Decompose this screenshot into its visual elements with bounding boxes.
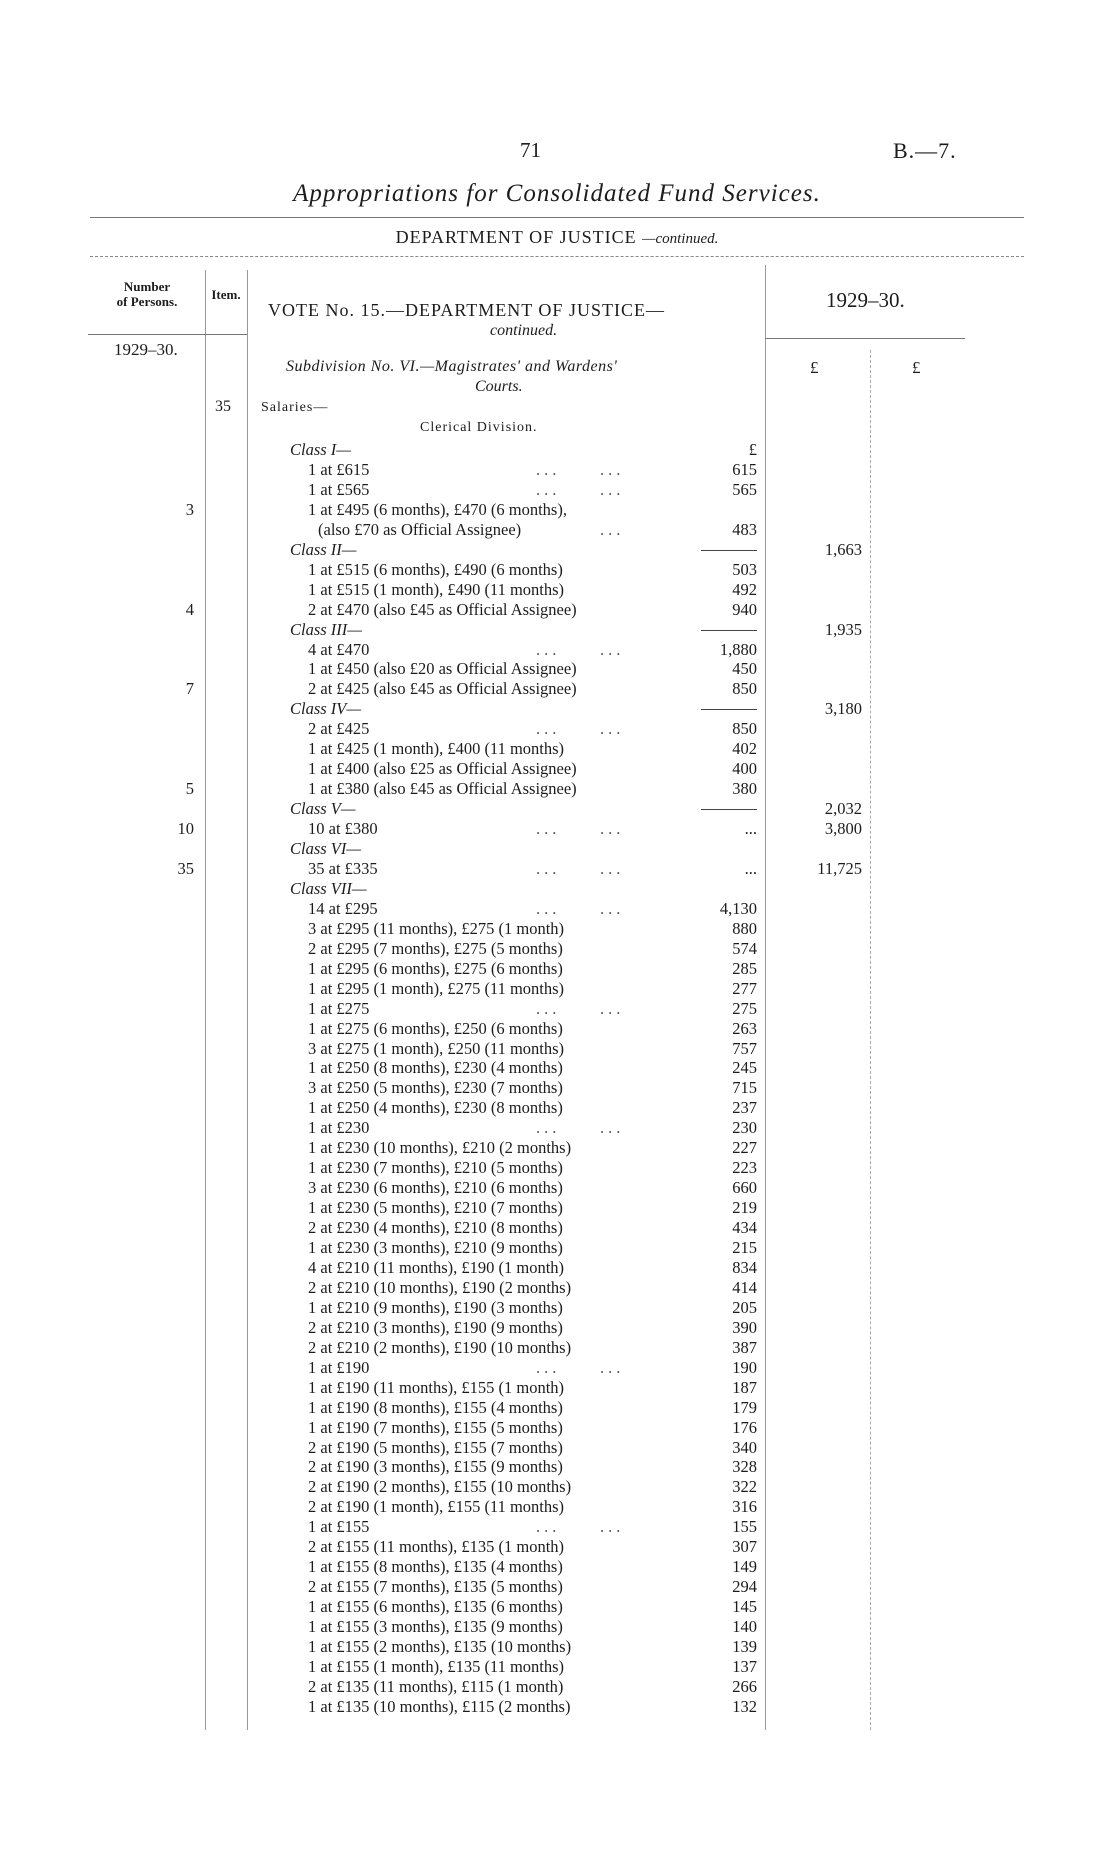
amount-value: 285 — [732, 958, 757, 978]
amount-value: 190 — [732, 1357, 757, 1377]
table-row — [0, 839, 1114, 859]
subtotal-rule — [701, 550, 757, 551]
table-row — [0, 1078, 1114, 1098]
table-row — [0, 779, 1114, 799]
row-description: 1 at £295 (6 months), £275 (6 months) — [308, 958, 563, 978]
row-description: (also £70 as Official Assignee) — [318, 519, 522, 539]
leader-dots: ... — [600, 459, 625, 479]
table-row — [0, 640, 1114, 660]
row-description: 1 at £515 (6 months), £490 (6 months) — [308, 559, 563, 579]
table-row — [0, 600, 1114, 620]
leader-dots: ... — [536, 479, 561, 499]
table-row — [0, 1318, 1114, 1338]
row-description: Class I— — [290, 440, 351, 459]
table-row — [0, 1557, 1114, 1577]
table-row — [0, 480, 1114, 500]
row-description: 1 at £155 (6 months), £135 (6 months) — [308, 1597, 563, 1617]
amount-value: 215 — [732, 1238, 757, 1257]
amount-value: 340 — [732, 1437, 757, 1457]
row-description: Class VI— — [290, 839, 362, 858]
table-row — [0, 1198, 1114, 1218]
amount-value: 503 — [732, 559, 757, 579]
leader-dots: ... — [536, 459, 561, 479]
table-row — [0, 1098, 1114, 1118]
table-row — [0, 520, 1114, 540]
table-row — [0, 1497, 1114, 1517]
persons-count: 5 — [185, 779, 194, 799]
row-description: 1 at £155 (1 month), £135 (11 months) — [308, 1656, 565, 1676]
amount-value: 307 — [732, 1537, 757, 1557]
leader-dots: ... — [600, 639, 625, 659]
total-value: 1,663 — [824, 539, 862, 559]
table-row — [0, 1118, 1114, 1138]
amount-value: 132 — [732, 1696, 757, 1716]
row-description: 1 at £250 (8 months), £230 (4 months) — [308, 1058, 563, 1078]
table-row — [0, 1537, 1114, 1557]
row-description: 3 at £250 (5 months), £230 (7 months) — [308, 1078, 563, 1098]
leader-dots: ... — [600, 1118, 625, 1138]
table-row — [0, 580, 1114, 600]
page-title: Appropriations for Consolidated Fund Services. — [293, 180, 821, 207]
amount-value: £ — [748, 440, 757, 459]
item-number: 35 — [215, 398, 231, 415]
row-description: 2 at £210 (2 months), £190 (10 months) — [308, 1337, 572, 1357]
row-description: 2 at £190 (1 month), £155 (11 months) — [308, 1497, 565, 1517]
row-description: 3 at £230 (6 months), £210 (6 months) — [308, 1178, 563, 1198]
persons-count: 7 — [185, 679, 194, 699]
row-description: 1 at £190 (11 months), £155 (1 month) — [308, 1377, 565, 1397]
table-row — [0, 959, 1114, 979]
amount-value: 316 — [732, 1497, 757, 1517]
persons-count: 35 — [177, 858, 194, 878]
leader-dots: ... — [600, 858, 625, 878]
amount-value: 149 — [732, 1557, 757, 1577]
persons-count: 4 — [185, 599, 194, 619]
total-currency-label: £ — [912, 358, 921, 377]
department-rule — [90, 256, 1024, 257]
row-description: 35 at £335 — [308, 858, 378, 878]
amount-value: 757 — [732, 1038, 757, 1058]
row-description: 1 at £275 — [308, 998, 370, 1018]
persons-column-header — [90, 279, 204, 309]
amount-value: 402 — [732, 739, 757, 759]
row-description: 1 at £155 (8 months), £135 (4 months) — [308, 1557, 563, 1577]
row-description: 1 at £155 (3 months), £135 (9 months) — [308, 1617, 563, 1637]
leader-dots: ... — [600, 719, 625, 739]
row-description: 2 at £190 (5 months), £155 (7 months) — [308, 1437, 563, 1457]
amount-value: 294 — [732, 1577, 757, 1597]
row-description: 1 at £190 (7 months), £155 (5 months) — [308, 1417, 563, 1437]
amount-value: 263 — [732, 1018, 757, 1038]
table-row — [0, 1298, 1114, 1318]
row-description: 2 at £135 (11 months), £115 (1 month) — [308, 1676, 564, 1696]
amount-value: 390 — [732, 1317, 757, 1337]
table-row — [0, 1677, 1114, 1697]
leader-dots: ... — [536, 819, 561, 839]
table-row — [0, 739, 1114, 759]
table-row — [0, 500, 1114, 520]
amount-value: 266 — [732, 1676, 757, 1696]
table-row — [0, 759, 1114, 779]
table-row — [0, 1637, 1114, 1657]
amount-value: 880 — [732, 918, 757, 938]
total-value: 3,180 — [824, 699, 862, 719]
row-description: 2 at £210 (10 months), £190 (2 months) — [308, 1277, 572, 1297]
amount-value: 139 — [732, 1637, 757, 1656]
table-row — [0, 1517, 1114, 1537]
amount-value: 140 — [732, 1617, 757, 1637]
row-description: 1 at £155 — [308, 1517, 370, 1537]
table-row — [0, 1697, 1114, 1717]
row-description: 2 at £470 (also £45 as Official Assignee) — [308, 599, 577, 619]
row-description: 2 at £155 (11 months), £135 (1 month) — [308, 1537, 565, 1557]
row-description: 2 at £230 (4 months), £210 (8 months) — [308, 1218, 563, 1238]
amount-value: 483 — [732, 519, 757, 539]
amount-value: 219 — [732, 1198, 757, 1218]
row-description: 2 at £210 (3 months), £190 (9 months) — [308, 1317, 563, 1337]
table-row — [0, 1577, 1114, 1597]
amount-value: 155 — [732, 1517, 757, 1537]
department-continued: —continued. — [642, 231, 719, 247]
row-description: 1 at £380 (also £45 as Official Assignee) — [308, 779, 577, 799]
subtotal-rule — [701, 709, 757, 710]
persons-header-line-2: of Persons. — [116, 294, 178, 309]
persons-header-line-1: Number — [123, 279, 171, 294]
table-row — [0, 1058, 1114, 1078]
row-description: 1 at £295 (1 month), £275 (11 months) — [308, 978, 565, 998]
table-row — [0, 1398, 1114, 1418]
table-row — [0, 1657, 1114, 1677]
division-heading: Clerical Division. — [420, 420, 538, 435]
table-row — [0, 979, 1114, 999]
amount-value: 223 — [732, 1158, 757, 1178]
amount-value: 834 — [732, 1257, 757, 1277]
persons-count: 3 — [185, 499, 194, 519]
table-row — [0, 719, 1114, 739]
amount-value: 715 — [732, 1078, 757, 1098]
leader-dots: ... — [600, 1517, 625, 1537]
amount-value: 492 — [732, 579, 757, 599]
persons-count: 10 — [177, 819, 194, 839]
leader-dots: ... — [536, 1118, 561, 1138]
table-row — [0, 1218, 1114, 1238]
row-description: Class VII— — [290, 878, 367, 898]
row-description: 1 at £210 (9 months), £190 (3 months) — [308, 1297, 563, 1317]
table-row — [0, 1178, 1114, 1198]
table-row — [0, 1258, 1114, 1278]
table-row — [0, 1238, 1114, 1258]
row-description: 1 at £450 (also £20 as Official Assignee) — [308, 659, 577, 679]
row-description: 2 at £425 (also £45 as Official Assignee) — [308, 679, 577, 699]
persons-header-rule — [88, 334, 205, 335]
amount-value: 615 — [732, 459, 757, 479]
row-description: Class II— — [290, 539, 357, 559]
row-description: 2 at £190 (2 months), £155 (10 months) — [308, 1477, 572, 1497]
leader-dots: ... — [536, 1517, 561, 1537]
leader-dots: ... — [600, 1357, 625, 1377]
row-description: 1 at £230 (7 months), £210 (5 months) — [308, 1158, 563, 1178]
document-reference: B.—7. — [893, 138, 957, 163]
table-row — [0, 440, 1114, 460]
table-row — [0, 859, 1114, 879]
table-row — [0, 1358, 1114, 1378]
subdivision-title-cont: Courts. — [475, 378, 523, 395]
row-description: 2 at £155 (7 months), £135 (5 months) — [308, 1577, 563, 1597]
row-description: 10 at £380 — [308, 819, 378, 839]
row-description: 1 at £230 (5 months), £210 (7 months) — [308, 1198, 563, 1218]
row-description: 4 at £470 — [308, 639, 370, 659]
amount-value: 387 — [732, 1337, 757, 1357]
vote-heading: VOTE No. 15.—DEPARTMENT OF JUSTICE— — [268, 300, 665, 320]
leader-dots: ... — [600, 898, 625, 918]
table-row — [0, 1597, 1114, 1617]
table-row — [0, 1418, 1114, 1438]
subtotal-rule — [701, 630, 757, 631]
amount-value: 176 — [732, 1417, 757, 1437]
amount-value: 137 — [732, 1656, 757, 1676]
total-value: 1,935 — [824, 619, 862, 639]
title-rule — [90, 217, 1024, 218]
row-description: 3 at £275 (1 month), £250 (11 months) — [308, 1038, 565, 1058]
leader-dots: ... — [600, 819, 625, 839]
amount-value: 1,880 — [719, 639, 757, 659]
table-row — [0, 620, 1114, 640]
year-column-header: 1929–30. — [826, 288, 905, 312]
row-description: 1 at £230 (3 months), £210 (9 months) — [308, 1238, 563, 1257]
amount-value: ... — [744, 819, 757, 839]
leader-dots: ... — [536, 639, 561, 659]
leader-dots: ... — [536, 719, 561, 739]
table-row — [0, 819, 1114, 839]
amount-value: ... — [744, 858, 757, 878]
subtotal-rule — [701, 809, 757, 810]
row-description: 1 at £155 (2 months), £135 (10 months) — [308, 1637, 572, 1656]
table-row — [0, 1019, 1114, 1039]
item-column-header: Item. — [211, 287, 241, 302]
amount-value: 850 — [732, 719, 757, 739]
table-row — [0, 679, 1114, 699]
table-row — [0, 799, 1114, 819]
table-row — [0, 1138, 1114, 1158]
amount-value: 850 — [732, 679, 757, 699]
subdivision-title: Subdivision No. VI.—Magistrates' and Wardens' — [286, 358, 618, 375]
row-description: 14 at £295 — [308, 898, 378, 918]
table-row — [0, 1338, 1114, 1358]
total-value: 11,725 — [817, 858, 862, 878]
leader-dots: ... — [536, 858, 561, 878]
leader-dots: ... — [600, 519, 625, 539]
amount-value: 4,130 — [719, 898, 757, 918]
amount-value: 434 — [732, 1218, 757, 1238]
row-description: 1 at £275 (6 months), £250 (6 months) — [308, 1018, 563, 1038]
leader-dots: ... — [536, 898, 561, 918]
year-header-rule — [765, 338, 965, 339]
row-description: 1 at £230 — [308, 1118, 370, 1138]
amount-value: 205 — [732, 1297, 757, 1317]
amount-value: 414 — [732, 1277, 757, 1297]
table-row — [0, 699, 1114, 719]
amount-value: 277 — [732, 978, 757, 998]
department-heading — [0, 227, 1114, 248]
row-description: 1 at £190 (8 months), £155 (4 months) — [308, 1397, 563, 1417]
amount-value: 450 — [732, 659, 757, 679]
amount-value: 187 — [732, 1377, 757, 1397]
amount-value: 574 — [732, 938, 757, 958]
leader-dots: ... — [536, 998, 561, 1018]
table-row — [0, 659, 1114, 679]
row-description: Class III— — [290, 619, 362, 639]
table-row — [0, 460, 1114, 480]
table-row — [0, 1039, 1114, 1059]
table-row — [0, 1278, 1114, 1298]
item-header-rule — [205, 334, 247, 335]
amount-value: 275 — [732, 998, 757, 1018]
table-row — [0, 1158, 1114, 1178]
leader-dots: ... — [536, 1357, 561, 1377]
row-description: 1 at £425 (1 month), £400 (11 months) — [308, 739, 565, 759]
table-row — [0, 1477, 1114, 1497]
row-description: 1 at £615 — [308, 459, 370, 479]
department-name: DEPARTMENT OF JUSTICE — [395, 227, 637, 247]
amount-value: 660 — [732, 1178, 757, 1198]
amount-value: 245 — [732, 1058, 757, 1078]
table-row — [0, 1457, 1114, 1477]
table-row — [0, 879, 1114, 899]
table-row — [0, 540, 1114, 560]
total-value: 2,032 — [824, 799, 862, 819]
salaries-heading: Salaries— — [261, 400, 329, 415]
leader-dots: ... — [600, 998, 625, 1018]
table-row — [0, 1438, 1114, 1458]
amount-value: 400 — [732, 759, 757, 779]
row-description: 2 at £295 (7 months), £275 (5 months) — [308, 938, 563, 958]
table-row — [0, 1378, 1114, 1398]
amount-value: 227 — [732, 1138, 757, 1158]
row-description: Class IV— — [290, 699, 362, 719]
total-value: 3,800 — [824, 819, 862, 839]
leader-dots: ... — [600, 479, 625, 499]
row-description: 1 at £495 (6 months), £470 (6 months), — [308, 499, 567, 519]
vote-heading-continued: continued. — [490, 322, 558, 339]
amount-value: 380 — [732, 779, 757, 799]
row-description: 4 at £210 (11 months), £190 (1 month) — [308, 1257, 565, 1277]
row-description: 1 at £515 (1 month), £490 (11 months) — [308, 579, 565, 599]
persons-year-label: 1929–30. — [114, 340, 178, 359]
row-description: 1 at £565 — [308, 479, 370, 499]
row-description: 1 at £135 (10 months), £115 (2 months) — [308, 1696, 571, 1716]
row-description: 1 at £190 — [308, 1357, 370, 1377]
table-row — [0, 899, 1114, 919]
amount-value: 940 — [732, 599, 757, 619]
amount-value: 328 — [732, 1457, 757, 1477]
table-row — [0, 560, 1114, 580]
row-description: 2 at £425 — [308, 719, 370, 739]
table-row — [0, 919, 1114, 939]
page-number: 71 — [520, 138, 541, 162]
amount-value: 179 — [732, 1397, 757, 1417]
amount-value: 145 — [732, 1597, 757, 1617]
amount-value: 230 — [732, 1118, 757, 1138]
row-description: 1 at £250 (4 months), £230 (8 months) — [308, 1098, 563, 1118]
amount-value: 565 — [732, 479, 757, 499]
table-row — [0, 1617, 1114, 1637]
row-description: 3 at £295 (11 months), £275 (1 month) — [308, 918, 565, 938]
row-description: 2 at £190 (3 months), £155 (9 months) — [308, 1457, 563, 1477]
amount-currency-label: £ — [810, 358, 819, 377]
amount-value: 237 — [732, 1098, 757, 1118]
table-row — [0, 999, 1114, 1019]
amount-value: 322 — [732, 1477, 757, 1497]
row-description: Class V— — [290, 799, 356, 819]
table-row — [0, 939, 1114, 959]
row-description: 1 at £400 (also £25 as Official Assignee) — [308, 759, 577, 779]
row-description: 1 at £230 (10 months), £210 (2 months) — [308, 1138, 572, 1158]
